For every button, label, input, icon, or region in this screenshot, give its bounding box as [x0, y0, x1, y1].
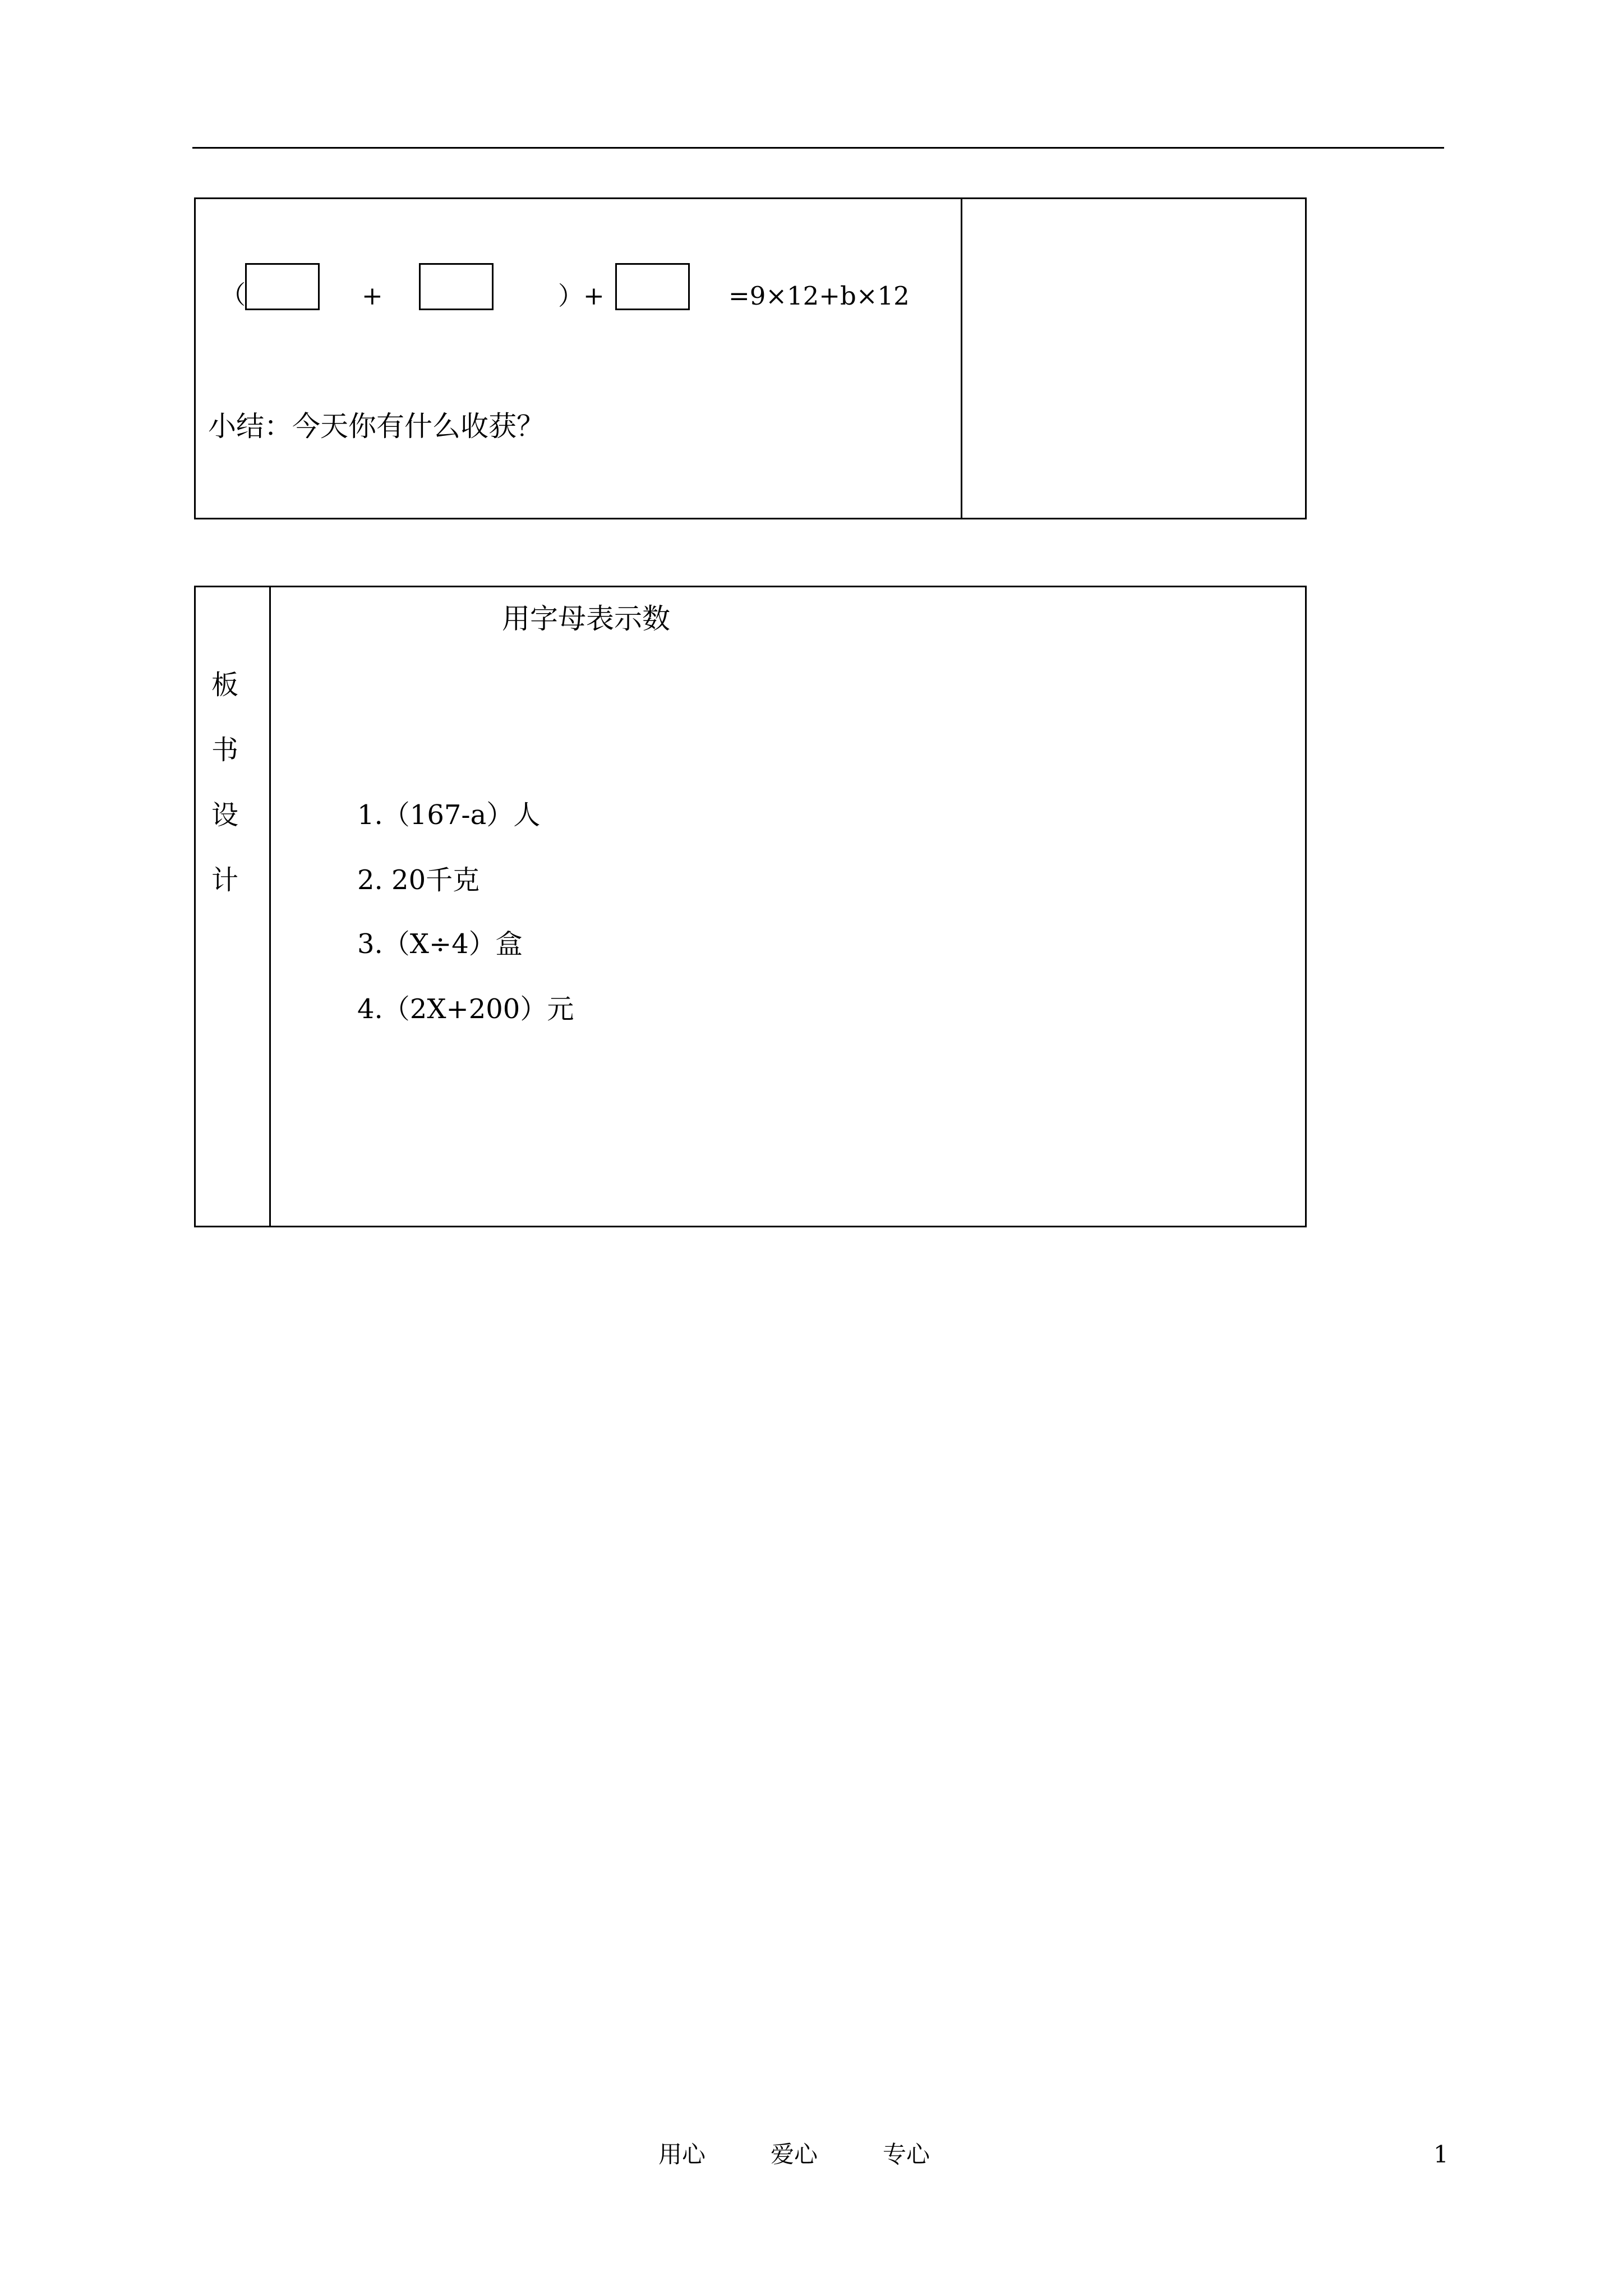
board-item: 2. 20千克: [357, 864, 480, 896]
summary-question: 小结：今天你有什么收获？: [208, 410, 545, 443]
blank-box-2[interactable]: [419, 263, 494, 310]
open-paren: （: [220, 280, 246, 310]
label-char: 计: [211, 864, 239, 896]
board-title: 用字母表示数: [502, 602, 670, 635]
label-column-divider: [269, 587, 271, 1226]
board-item: 3.（X÷4）盒: [357, 928, 523, 960]
equation-rhs: =9×12+b×12: [728, 281, 910, 311]
label-char: 设: [211, 799, 239, 831]
board-design-table: [194, 586, 1307, 1227]
footer-motto-1: 用心: [658, 2141, 706, 2168]
column-divider: [961, 199, 962, 518]
label-char: 书: [211, 734, 239, 766]
footer-motto-3: 专心: [883, 2141, 930, 2168]
close-paren-plus: ）+: [558, 281, 605, 311]
blank-box-1[interactable]: [245, 263, 320, 310]
page-number: 1: [1433, 2141, 1449, 2168]
blank-box-3[interactable]: [615, 263, 690, 310]
board-item: 1.（167-a）人: [357, 799, 541, 831]
footer-motto-2: 爱心: [771, 2141, 818, 2168]
plus-sign: +: [362, 281, 383, 311]
label-char: 板: [211, 669, 239, 701]
header-rule: [192, 147, 1444, 149]
board-item: 4.（2X+200）元: [357, 993, 574, 1025]
exercise-table: [194, 197, 1307, 519]
